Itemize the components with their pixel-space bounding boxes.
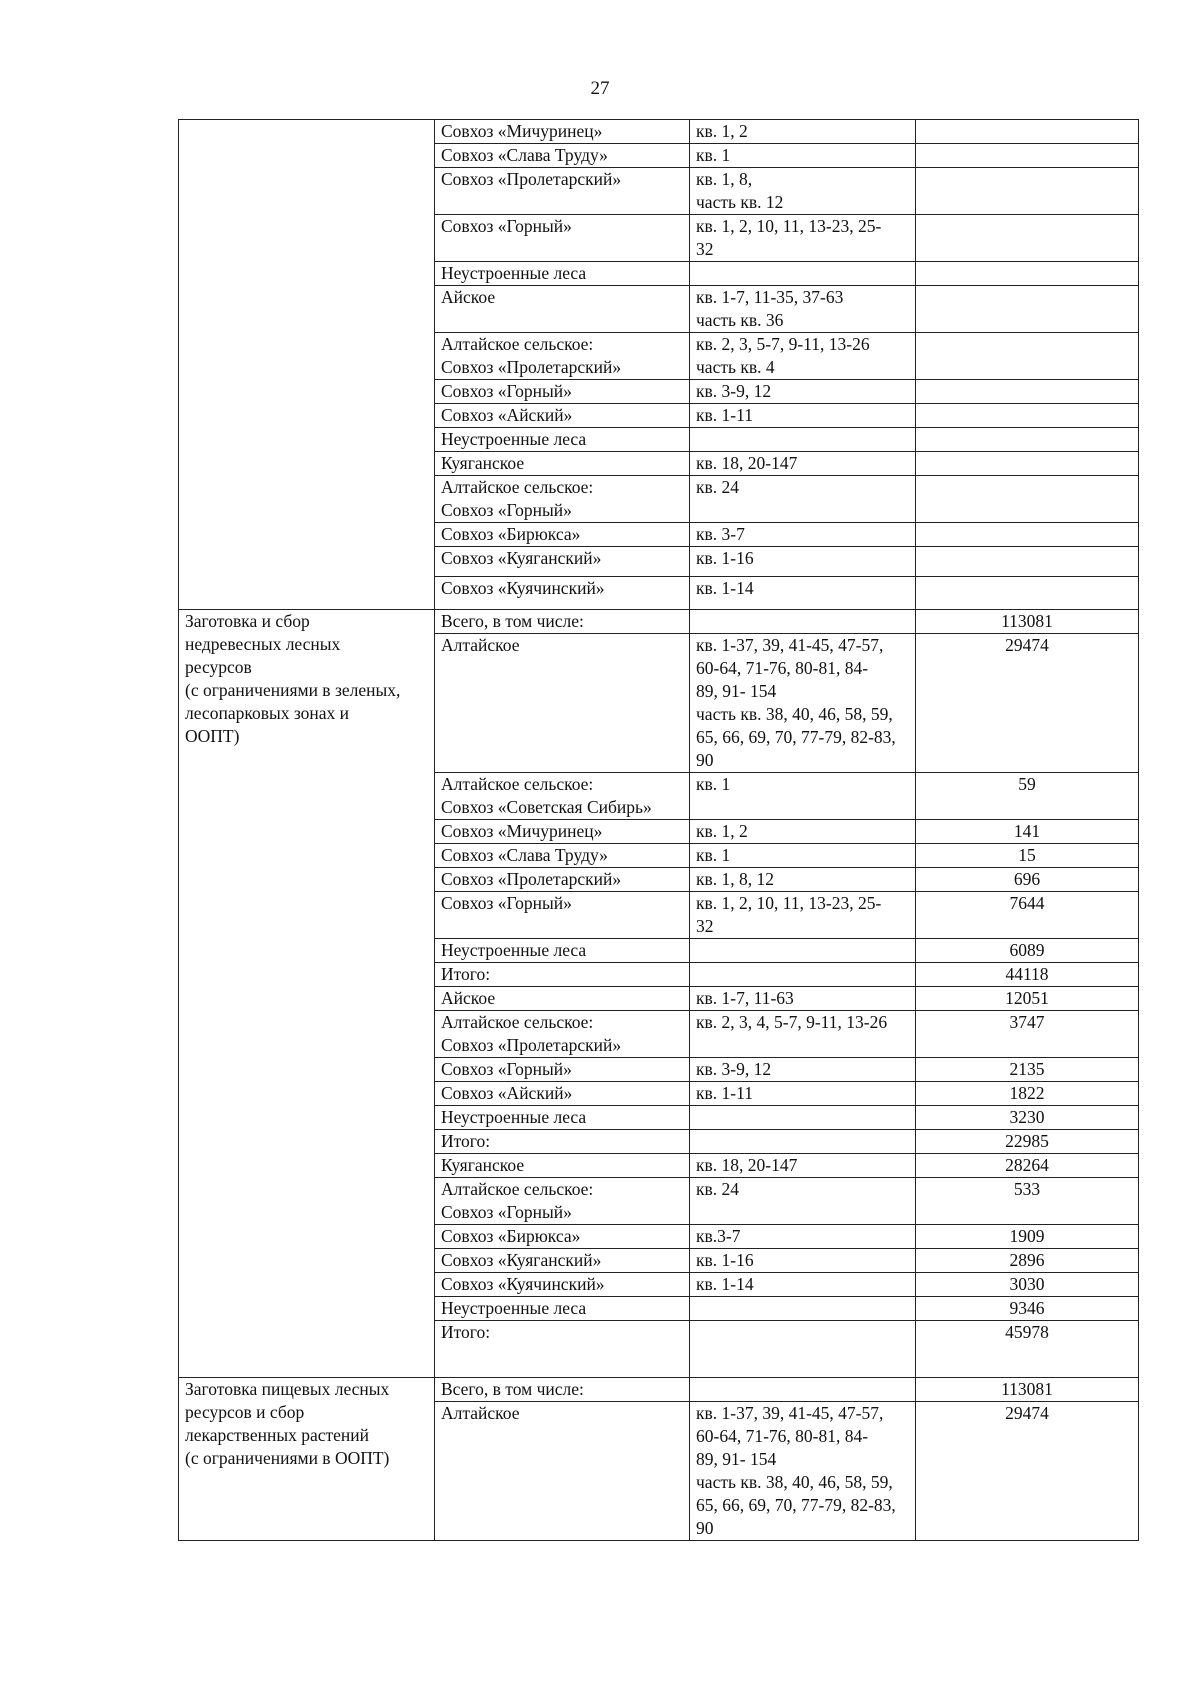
area-cell: 113081	[916, 1378, 1139, 1402]
quarters-cell: кв. 3-9, 12	[690, 380, 916, 404]
forestry-name-cell: Алтайское	[435, 634, 690, 773]
forestry-name-cell: Алтайское сельское: Совхоз «Горный»	[435, 1178, 690, 1225]
area-cell: 29474	[916, 1402, 1139, 1541]
forestry-name-cell: Куяганское	[435, 1154, 690, 1178]
area-cell: 15	[916, 844, 1139, 868]
area-cell: 12051	[916, 987, 1139, 1011]
area-cell	[916, 476, 1139, 523]
area-cell	[916, 144, 1139, 168]
forestry-name-cell: Неустроенные леса	[435, 939, 690, 963]
area-cell: 1822	[916, 1082, 1139, 1106]
forestry-name-cell: Неустроенные леса	[435, 428, 690, 452]
area-cell	[916, 333, 1139, 380]
area-cell: 7644	[916, 892, 1139, 939]
area-cell	[916, 168, 1139, 215]
area-cell: 696	[916, 868, 1139, 892]
area-cell: 44118	[916, 963, 1139, 987]
quarters-cell	[690, 1321, 916, 1378]
area-cell: 533	[916, 1178, 1139, 1225]
area-cell	[916, 577, 1139, 610]
quarters-cell: кв. 24	[690, 476, 916, 523]
forestry-name-cell: Неустроенные леса	[435, 1297, 690, 1321]
quarters-cell: кв.3-7	[690, 1225, 916, 1249]
quarters-cell	[690, 262, 916, 286]
forestry-name-cell: Итого:	[435, 1321, 690, 1378]
table-row	[179, 610, 1139, 634]
quarters-cell: кв. 18, 20-147	[690, 1154, 916, 1178]
forestry-name-cell: Совхоз «Слава Труду»	[435, 144, 690, 168]
forestry-name-cell: Совхоз «Куячинский»	[435, 1273, 690, 1297]
forestry-name-cell: Совхоз «Горный»	[435, 892, 690, 939]
forestry-name-cell: Итого:	[435, 963, 690, 987]
forestry-name-cell: Алтайское сельское: Совхоз «Советская Сибирь»	[435, 773, 690, 820]
forestry-name-cell: Совхоз «Айский»	[435, 404, 690, 428]
area-cell: 9346	[916, 1297, 1139, 1321]
forest-use-table	[178, 119, 1139, 1541]
quarters-cell: кв. 1, 8, часть кв. 12	[690, 168, 916, 215]
quarters-cell: кв. 1-11	[690, 1082, 916, 1106]
area-cell: 3747	[916, 1011, 1139, 1058]
quarters-cell: кв. 1-7, 11-35, 37-63 часть кв. 36	[690, 286, 916, 333]
area-cell	[916, 452, 1139, 476]
area-cell: 2135	[916, 1058, 1139, 1082]
forestry-name-cell: Совхоз «Горный»	[435, 380, 690, 404]
forestry-name-cell: Всего, в том числе:	[435, 1378, 690, 1402]
quarters-cell: кв. 24	[690, 1178, 916, 1225]
quarters-cell: кв. 1, 2	[690, 120, 916, 144]
area-cell: 141	[916, 820, 1139, 844]
area-cell: 45978	[916, 1321, 1139, 1378]
quarters-cell: кв. 3-7	[690, 523, 916, 547]
area-cell: 3230	[916, 1106, 1139, 1130]
forestry-name-cell: Совхоз «Пролетарский»	[435, 868, 690, 892]
quarters-cell: кв. 1	[690, 144, 916, 168]
quarters-cell: кв. 1, 2, 10, 11, 13-23, 25- 32	[690, 215, 916, 262]
area-cell	[916, 547, 1139, 577]
quarters-cell	[690, 1378, 916, 1402]
forestry-name-cell: Совхоз «Бирюкса»	[435, 1225, 690, 1249]
area-cell: 1909	[916, 1225, 1139, 1249]
table-row	[179, 1378, 1139, 1402]
area-cell	[916, 404, 1139, 428]
quarters-cell: кв. 1-14	[690, 577, 916, 610]
forestry-name-cell: Айское	[435, 987, 690, 1011]
area-cell: 3030	[916, 1273, 1139, 1297]
forestry-name-cell: Алтайское сельское: Совхоз «Пролетарский»	[435, 333, 690, 380]
quarters-cell	[690, 963, 916, 987]
table-row	[179, 120, 1139, 144]
quarters-cell: кв. 1-37, 39, 41-45, 47-57, 60-64, 71-76, 80-81, 84- 89, 91- 154 часть кв. 38, 40, 46, 58, 59, 65, 66, 69, 70, 77-79, 82-83, 90	[690, 634, 916, 773]
forestry-name-cell: Совхоз «Мичуринец»	[435, 120, 690, 144]
area-cell	[916, 286, 1139, 333]
quarters-cell: кв. 1-37, 39, 41-45, 47-57, 60-64, 71-76, 80-81, 84- 89, 91- 154 часть кв. 38, 40, 46, 58, 59, 65, 66, 69, 70, 77-79, 82-83, 90	[690, 1402, 916, 1541]
area-cell	[916, 215, 1139, 262]
area-cell	[916, 262, 1139, 286]
quarters-cell	[690, 1297, 916, 1321]
quarters-cell: кв. 3-9, 12	[690, 1058, 916, 1082]
table-body	[179, 120, 1139, 1541]
activity-cell: Заготовка пищевых лесных ресурсов и сбор лекарственных растений (с ограничениями в ООПТ)	[179, 1378, 435, 1541]
forestry-name-cell: Куяганское	[435, 452, 690, 476]
forestry-name-cell: Совхоз «Бирюкса»	[435, 523, 690, 547]
quarters-cell: кв. 1	[690, 844, 916, 868]
quarters-cell: кв. 1, 2	[690, 820, 916, 844]
forestry-name-cell: Совхоз «Куячинский»	[435, 577, 690, 610]
activity-cell: Заготовка и сбор недревесных лесных ресурсов (с ограничениями в зеленых, лесопарковых зонах и ООПТ)	[179, 610, 435, 1378]
forestry-name-cell: Совхоз «Куяганский»	[435, 547, 690, 577]
forestry-name-cell: Совхоз «Мичуринец»	[435, 820, 690, 844]
forestry-name-cell: Алтайское	[435, 1402, 690, 1541]
area-cell: 28264	[916, 1154, 1139, 1178]
forestry-name-cell: Алтайское сельское: Совхоз «Горный»	[435, 476, 690, 523]
quarters-cell: кв. 1, 8, 12	[690, 868, 916, 892]
quarters-cell: кв. 1, 2, 10, 11, 13-23, 25- 32	[690, 892, 916, 939]
area-cell	[916, 120, 1139, 144]
area-cell: 113081	[916, 610, 1139, 634]
area-cell: 59	[916, 773, 1139, 820]
area-cell: 2896	[916, 1249, 1139, 1273]
area-cell	[916, 380, 1139, 404]
quarters-cell: кв. 1-14	[690, 1273, 916, 1297]
quarters-cell: кв. 1-16	[690, 1249, 916, 1273]
quarters-cell	[690, 610, 916, 634]
activity-cell	[179, 120, 435, 610]
area-cell	[916, 523, 1139, 547]
forestry-name-cell: Алтайское сельское: Совхоз «Пролетарский»	[435, 1011, 690, 1058]
forestry-name-cell: Совхоз «Горный»	[435, 215, 690, 262]
forestry-name-cell: Итого:	[435, 1130, 690, 1154]
quarters-cell: кв. 1-7, 11-63	[690, 987, 916, 1011]
page-number: 27	[590, 78, 610, 99]
forestry-name-cell: Айское	[435, 286, 690, 333]
quarters-cell: кв. 1-11	[690, 404, 916, 428]
forestry-name-cell: Неустроенные леса	[435, 1106, 690, 1130]
quarters-cell: кв. 1	[690, 773, 916, 820]
forestry-name-cell: Неустроенные леса	[435, 262, 690, 286]
quarters-cell: кв. 18, 20-147	[690, 452, 916, 476]
area-cell	[916, 428, 1139, 452]
quarters-cell: кв. 2, 3, 5-7, 9-11, 13-26 часть кв. 4	[690, 333, 916, 380]
forestry-name-cell: Совхоз «Айский»	[435, 1082, 690, 1106]
quarters-cell	[690, 428, 916, 452]
forestry-name-cell: Совхоз «Слава Труду»	[435, 844, 690, 868]
quarters-cell	[690, 1130, 916, 1154]
forestry-name-cell: Совхоз «Пролетарский»	[435, 168, 690, 215]
area-cell: 22985	[916, 1130, 1139, 1154]
quarters-cell: кв. 1-16	[690, 547, 916, 577]
area-cell: 6089	[916, 939, 1139, 963]
quarters-cell	[690, 1106, 916, 1130]
forestry-name-cell: Совхоз «Куяганский»	[435, 1249, 690, 1273]
area-cell: 29474	[916, 634, 1139, 773]
quarters-cell	[690, 939, 916, 963]
forestry-name-cell: Совхоз «Горный»	[435, 1058, 690, 1082]
quarters-cell: кв. 2, 3, 4, 5-7, 9-11, 13-26	[690, 1011, 916, 1058]
forestry-name-cell: Всего, в том числе:	[435, 610, 690, 634]
